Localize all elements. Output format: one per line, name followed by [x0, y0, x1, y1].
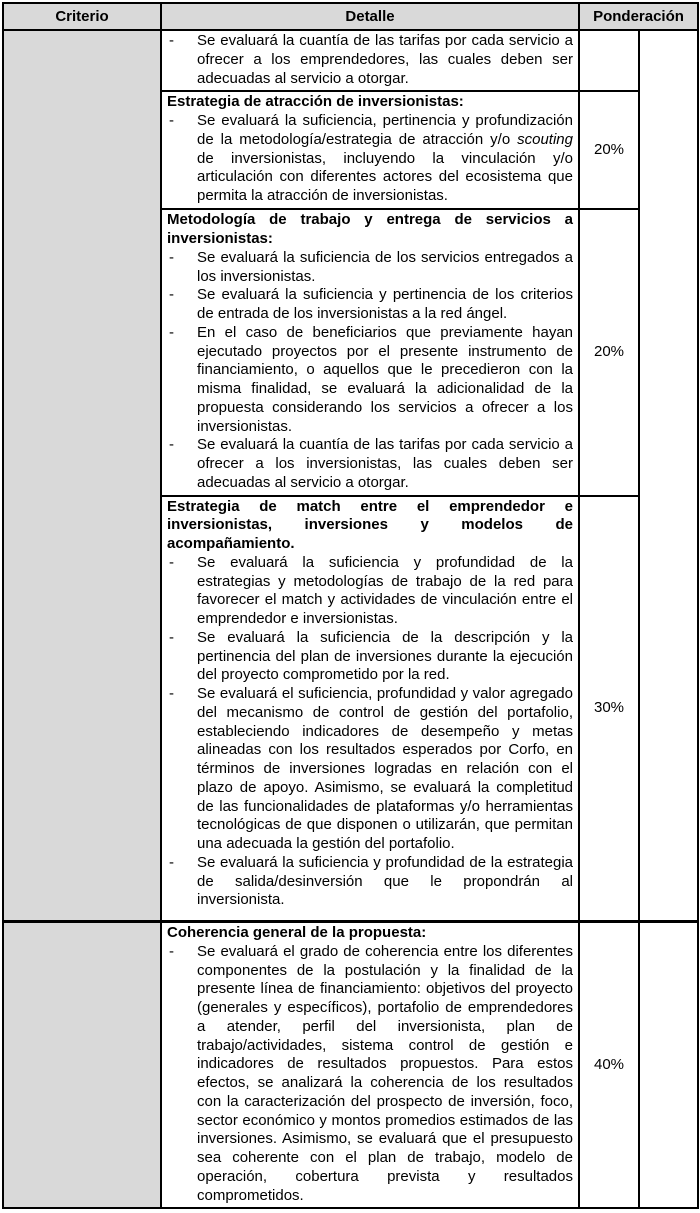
bullet-text: Se evaluará la suficiencia y profundidad de la estrategia de salida/desinversión que le propondrán al inversionista.	[197, 853, 573, 909]
bullet-text: Se evaluará la suficiencia y profundidad de la estrategias y metodologías de trabajo de la red para favorecer el match y actividades de vinculación entre el emprendedor e inversionistas.	[197, 553, 573, 627]
bullet-dash: -	[169, 853, 174, 871]
bullet-dash: -	[169, 942, 174, 960]
weight-cell: 20%	[579, 91, 639, 209]
bullet-dash: -	[169, 628, 174, 646]
detalle-cell	[161, 30, 579, 91]
bullet-text: Se evaluará el grado de coherencia entre los diferentes componentes de la postulación y la finalidad de la presente línea de financiamiento: objetivos del proyecto (generales y específicos), portafolio de emprendedores a atender, perfil del inversionista, plan de trabajo/actividades, sistema control de gestión e indicadores de resultados propuestos. Para estos efectos, se analizará la coherencia de los resultados con la caracterización del prospecto de inversión, foco, sector económico y montos promedios estimados de las inversiones. Asimismo, se evaluará que el presupuesto sea coherente con el plan de trabajo, modelo de operación, cobertura prevista y resultados comprometidos.	[197, 942, 573, 1204]
bullet-text: Se evaluará la cuantía de las tarifas por cada servicio a ofrecer a los inversionistas, las cuales deben ser adecuadas al servicio a otorgar.	[197, 436, 573, 491]
header-criterio: Criterio	[3, 3, 161, 30]
bullet-item	[167, 32, 573, 88]
header-ponderacion: Ponderación	[579, 3, 698, 30]
bullet-text: Se evaluará la suficiencia de los servicios entregados a los inversionistas.	[197, 248, 573, 285]
bullet-dash: -	[169, 112, 174, 129]
bullet-dash: -	[169, 685, 174, 702]
detalle-cell	[161, 209, 579, 495]
bullet-item	[167, 685, 573, 854]
bullet-dash: -	[169, 436, 174, 454]
bullet-dash: -	[169, 323, 174, 341]
section-heading: Metodología de trabajo y entrega de servicios a inversionistas:	[167, 211, 573, 247]
bullet-dash: -	[169, 286, 174, 304]
header-row	[3, 3, 698, 30]
bullet-item	[167, 943, 573, 1206]
header-detalle: Detalle	[161, 3, 579, 30]
bullet-item	[167, 854, 573, 910]
criterio-cell	[3, 922, 161, 1209]
weight-total-cell	[639, 30, 698, 922]
bullet-item	[167, 629, 573, 685]
bullet-item	[167, 286, 573, 324]
bullet-item	[167, 112, 573, 206]
section-heading: Estrategia de match entre el emprendedor e inversionistas, inversiones y modelos de acompañamiento.	[167, 497, 573, 552]
detalle-cell	[161, 496, 579, 922]
detalle-cell	[161, 91, 579, 209]
weight-cell: 30%	[579, 496, 639, 922]
bullet-item	[167, 324, 573, 437]
bullet-text: Se evaluará la suficiencia y pertinencia de los criterios de entrada de los inversionistas a la red ángel.	[197, 286, 573, 322]
weight-cell: 20%	[579, 209, 639, 495]
detalle-cell	[161, 922, 579, 1209]
bullet-item	[167, 249, 573, 287]
table-body	[3, 30, 698, 1208]
bullet-text: Se evaluará la suficiencia, pertinencia y profundización de la metodología/estrategia de atracción y/o scouting de inversionistas, incluyendo la vinculación y/o articulación con diferentes actores del ecosistema que permita la atracción de inversionistas.	[197, 112, 573, 204]
bullet-dash: -	[169, 553, 174, 571]
section-row	[3, 922, 698, 1209]
section-row	[3, 30, 698, 91]
bullet-item	[167, 436, 573, 492]
bullet-dash: -	[169, 32, 174, 49]
bullet-dash: -	[169, 248, 174, 266]
bullet-text: Se evaluará el suficiencia, profundidad y valor agregado del mecanismo de control de gestión del portafolio, estableciendo indicadores de desempeño y metas alineadas con los resultados esperados por Corfo, en términos de inversiones logradas en relación con el plazo de apoyo. Asimismo, se evaluará la completitud de las funcionalidades de plataformas y/o herramientas tecnológicas de que disponen o utilizarán, que permitan una adecuada la gestión del portafolio.	[197, 685, 573, 852]
bullet-text: En el caso de beneficiarios que previamente hayan ejecutado proyectos por el presente instrumento de financiamiento, o aquellos que le precedieron con la misma finalidad, se evaluará la adicionalidad de la propuesta considerando los servicios a ofrecer a los inversionistas.	[197, 323, 573, 435]
section-heading: Coherencia general de la propuesta:	[167, 924, 427, 941]
criterio-cell	[3, 30, 161, 922]
weight-cell: 40%	[579, 922, 639, 1209]
bullet-item	[167, 554, 573, 629]
weight-cell	[579, 30, 639, 91]
bullet-text: Se evaluará la suficiencia de la descripción y la pertinencia del plan de inversiones durante la ejecución del proyecto comprometido por la red.	[197, 628, 573, 684]
weight-total-cell	[639, 922, 698, 1209]
section-heading: Estrategia de atracción de inversionistas:	[167, 93, 464, 111]
evaluation-criteria-table	[2, 2, 699, 1209]
bullet-text: Se evaluará la cuantía de las tarifas por cada servicio a ofrecer a los emprendedores, las cuales deben ser adecuadas al servicio a otorgar.	[197, 32, 573, 87]
